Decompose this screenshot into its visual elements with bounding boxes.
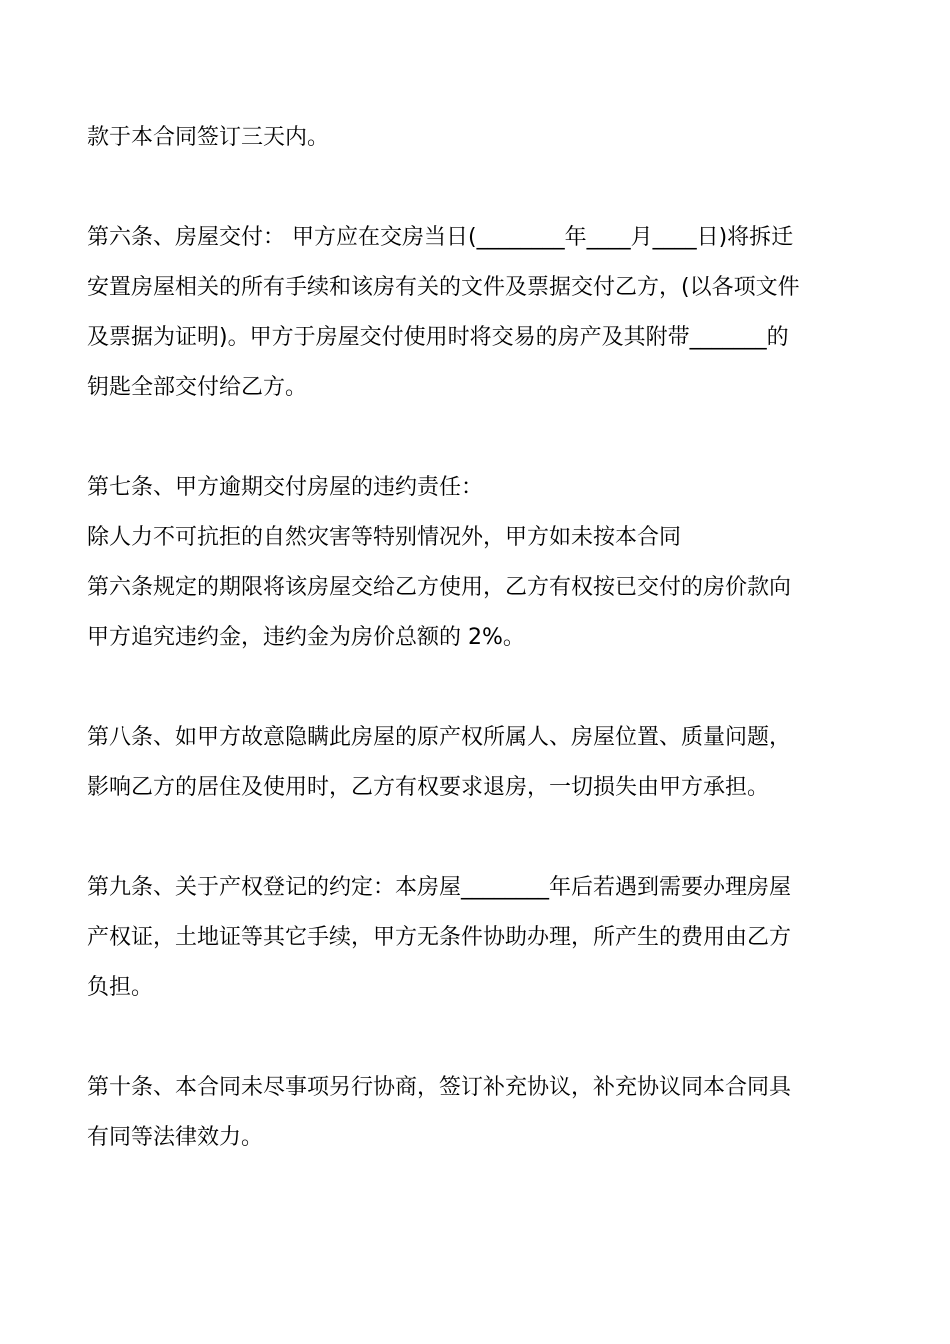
text-line: 第十条、本合同未尽事项另行协商，签订补充协议，补充协议同本合同具 <box>87 1075 792 1100</box>
text-line: 及票据为证明)。甲方于房屋交付使用时将交易的房产及其附带_______的 <box>87 325 789 350</box>
paragraph-gap <box>87 413 877 463</box>
paragraph-gap <box>87 663 877 713</box>
text-line: 第七条、甲方逾期交付房屋的违约责任： <box>87 475 484 500</box>
text-line: 安置房屋相关的所有手续和该房有关的文件及票据交付乙方，(以各项文件 <box>87 275 800 300</box>
paragraph-article-8 <box>87 713 877 813</box>
paragraph-article-7 <box>87 463 877 663</box>
text-line: 甲方追究违约金，违约金为房价总额的 2%。 <box>87 625 525 650</box>
paragraph-article-9 <box>87 863 877 1013</box>
text-line: 第六条规定的期限将该房屋交给乙方使用，乙方有权按已交付的房价款向 <box>87 575 792 600</box>
document-page <box>87 113 877 1163</box>
text-line: 影响乙方的居住及使用时，乙方有权要求退房，一切损失由甲方承担。 <box>87 775 770 800</box>
text-line: 第六条、房屋交付： 甲方应在交房当日(________年____月____日)将拆迁 <box>87 225 794 250</box>
paragraph-gap <box>87 813 877 863</box>
paragraph-gap <box>87 163 877 213</box>
text-line: 产权证，土地证等其它手续，甲方无条件协助办理，所产生的费用由乙方 <box>87 925 792 950</box>
paragraph-gap <box>87 1013 877 1063</box>
text-line: 钥匙全部交付给乙方。 <box>87 375 308 400</box>
text-line: 除人力不可抗拒的自然灾害等特别情况外，甲方如未按本合同 <box>87 525 682 550</box>
text-line: 第八条、如甲方故意隐瞒此房屋的原产权所属人、房屋位置、质量问题， <box>87 725 792 750</box>
paragraph-article-5-tail <box>87 113 877 163</box>
paragraph-article-6 <box>87 213 877 413</box>
text-line: 负担。 <box>87 975 154 1000</box>
text-line: 款于本合同签订三天内。 <box>87 125 330 150</box>
paragraph-article-10 <box>87 1063 877 1163</box>
text-line: 第九条、关于产权登记的约定：本房屋________年后若遇到需要办理房屋 <box>87 875 792 900</box>
text-line: 有同等法律效力。 <box>87 1125 264 1150</box>
